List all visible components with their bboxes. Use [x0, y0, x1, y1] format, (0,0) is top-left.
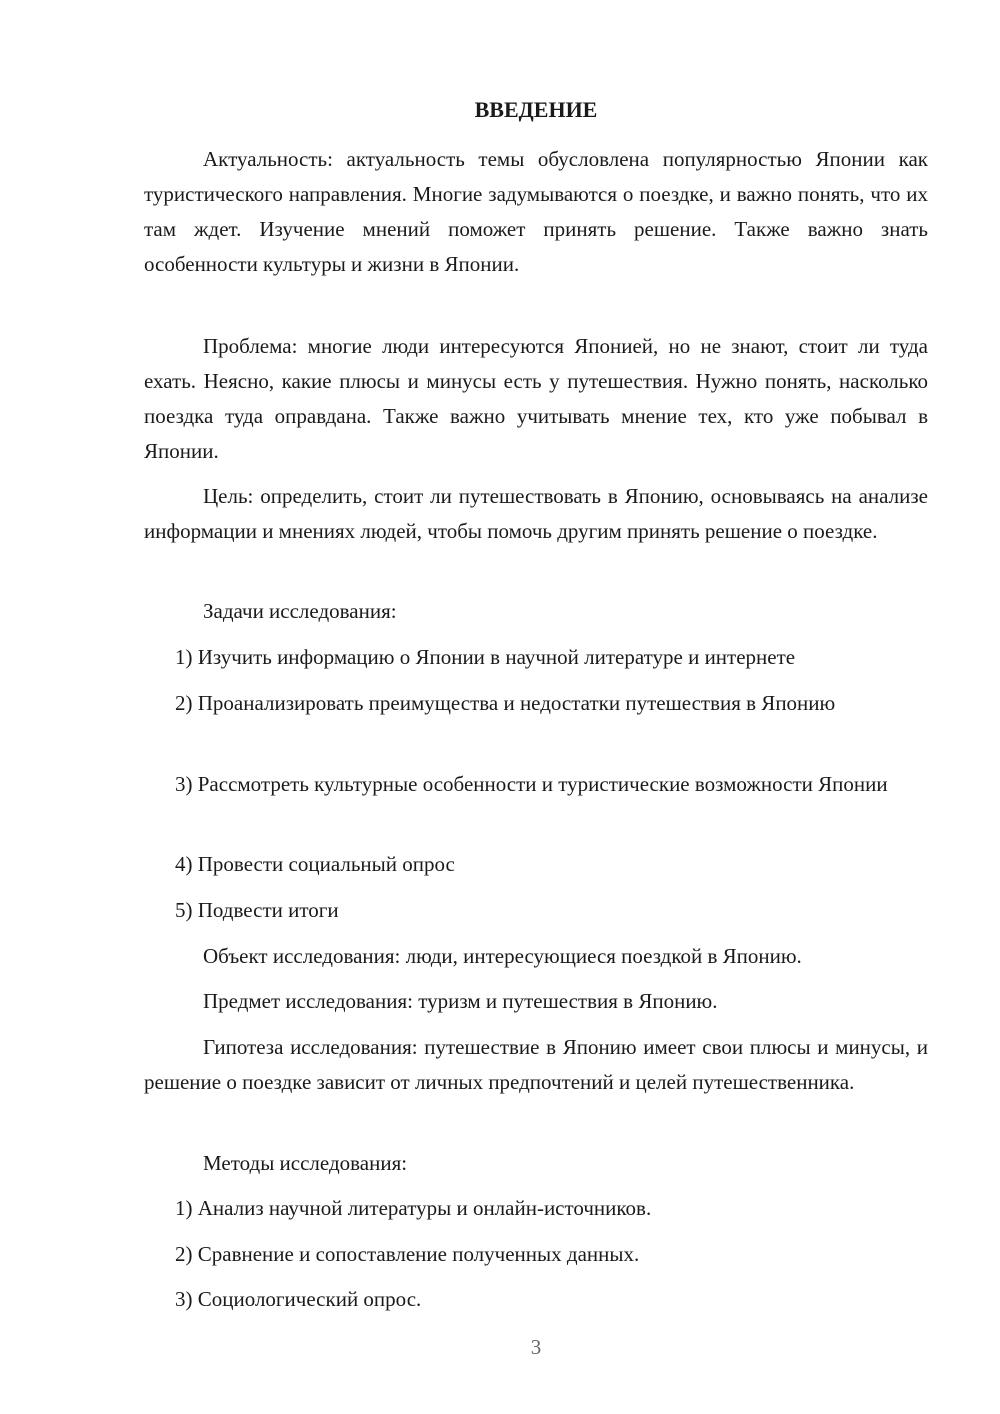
- methods-heading: Методы исследования:: [203, 1151, 408, 1175]
- task-item-3: 3) Рассмотреть культурные особенности и туристические возможности Японии: [175, 772, 888, 796]
- paragraph-object: Объект исследования: люди, интересующиеся поездкой в Японию.: [203, 944, 802, 968]
- page-number: 3: [530, 1335, 542, 1359]
- task-item-1: 1) Изучить информацию о Японии в научной литературе и интернете: [175, 645, 796, 669]
- tasks-heading: Задачи исследования:: [203, 599, 397, 623]
- task-item-2: 2) Проанализировать преимущества и недостатки путешествия в Японию: [175, 691, 836, 715]
- method-item-2: 2) Сравнение и сопоставление полученных данных.: [175, 1242, 640, 1266]
- paragraph-problem: Проблема: многие люди интересуются Японией, но не знают, стоит ли туда ехать. Неясно, какие плюсы и минусы есть у путешествия. Нужно понять, насколько поездка туда оправдана. Также важно учитывать мнение тех, кто уже побывал в Японии.: [144, 334, 928, 463]
- task-item-5: 5) Подвести итоги: [175, 898, 339, 922]
- paragraph-subject: Предмет исследования: туризм и путешествия в Японию.: [203, 989, 718, 1013]
- task-item-4: 4) Провести социальный опрос: [175, 852, 455, 876]
- paragraph-relevance: Актуальность: актуальность темы обусловлена популярностью Японии как туристического направления. Многие задумываются о поездке, и важно понять, что их там ждет. Изучение мнений поможет принять решение. Также важно знать особенности культуры и жизни в Японии.: [144, 147, 928, 276]
- paragraph-hypothesis: Гипотеза исследования: путешествие в Японию имеет свои плюсы и минусы, и решение о поездке зависит от личных предпочтений и целей путешественника.: [144, 1035, 928, 1094]
- method-item-1: 1) Анализ научной литературы и онлайн-источников.: [175, 1196, 652, 1220]
- paragraph-goal: Цель: определить, стоит ли путешествовать в Японию, основываясь на анализе информации и мнениях людей, чтобы помочь другим принять решение о поездке.: [144, 484, 928, 543]
- method-item-3: 3) Социологический опрос.: [175, 1287, 422, 1311]
- section-heading: ВВЕДЕНИЕ: [474, 97, 598, 122]
